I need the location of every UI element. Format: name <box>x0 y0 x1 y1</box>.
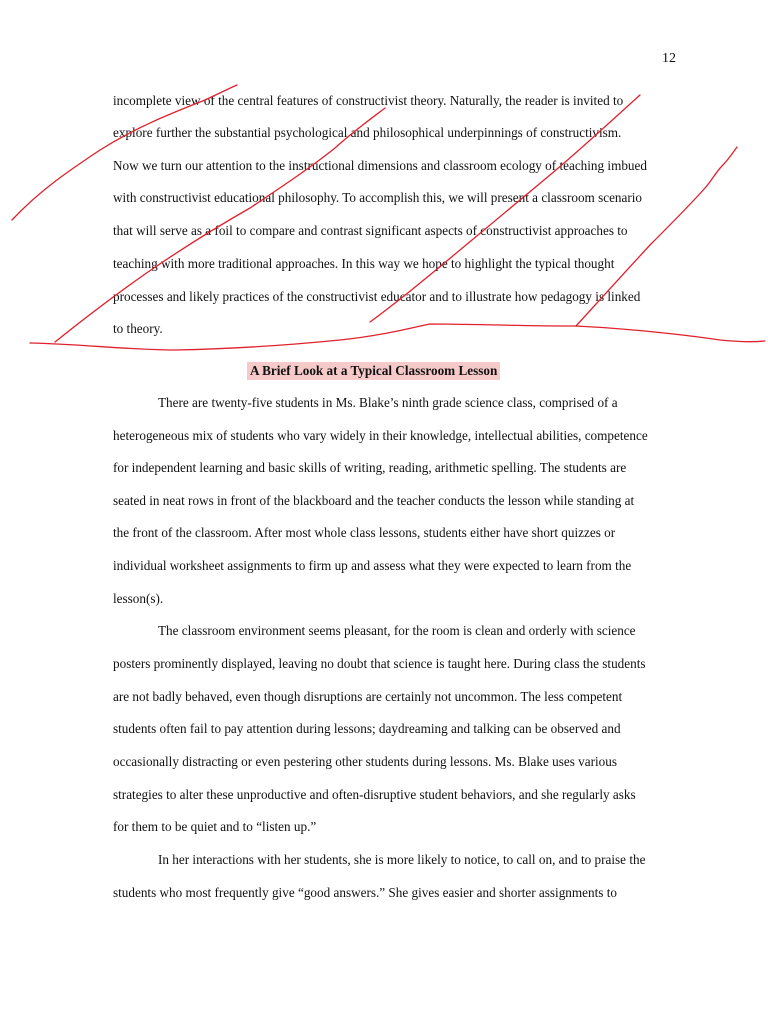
text-line: to theory. <box>113 321 163 336</box>
text-line: lesson(s). <box>113 591 164 606</box>
text-line: are not badly behaved, even though disruptions are certainly not uncommon. The less competent <box>113 689 623 704</box>
text-line: individual worksheet assignments to firm up and assess what they were expected to learn from the <box>113 558 632 573</box>
text-line: incomplete view of the central features of constructivist theory. Naturally, the reader is invited to <box>113 93 624 108</box>
text-line: teaching with more traditional approaches. In this way we hope to highlight the typical thought <box>113 256 615 271</box>
text-line: for independent learning and basic skills of writing, reading, arithmetic spelling. The students are <box>113 460 627 475</box>
text-line: In her interactions with her students, she is more likely to notice, to call on, and to praise the <box>158 852 646 867</box>
section-heading: A Brief Look at a Typical Classroom Lesson <box>247 362 500 380</box>
text-line: that will serve as a foil to compare and contrast significant aspects of constructivist approaches to <box>113 223 628 238</box>
text-line: The classroom environment seems pleasant, for the room is clean and orderly with science <box>158 623 636 638</box>
text-line: seated in neat rows in front of the blackboard and the teacher conducts the lesson while standing at <box>113 493 635 508</box>
text-line: for them to be quiet and to “listen up.” <box>113 819 317 834</box>
text-line: heterogeneous mix of students who vary widely in their knowledge, intellectual abilities, competence <box>113 428 648 443</box>
text-line: students often fail to pay attention during lessons; daydreaming and talking can be observed and <box>113 721 621 736</box>
text-line: occasionally distracting or even pestering other students during lessons. Ms. Blake uses various <box>113 754 617 769</box>
page-number: 12 <box>662 51 676 66</box>
text-line: There are twenty-five students in Ms. Blake’s ninth grade science class, comprised of a <box>158 395 618 410</box>
text-line: processes and likely practices of the constructivist educator and to illustrate how pedagogy is linked <box>113 289 641 304</box>
text-line: students who most frequently give “good answers.” She gives easier and shorter assignments to <box>113 885 617 900</box>
text-line: posters prominently displayed, leaving no doubt that science is taught here. During class the students <box>113 656 646 671</box>
text-line: the front of the classroom. After most whole class lessons, students either have short quizzes or <box>113 525 616 540</box>
text-line: strategies to alter these unproductive and often-disruptive student behaviors, and she regularly asks <box>113 787 636 802</box>
text-line: with constructivist educational philosophy. To accomplish this, we will present a classroom scenario <box>113 190 643 205</box>
text-line: explore further the substantial psychological and philosophical underpinnings of constructivism. <box>113 125 622 140</box>
text-line: Now we turn our attention to the instructional dimensions and classroom ecology of teaching imbued <box>113 158 647 173</box>
